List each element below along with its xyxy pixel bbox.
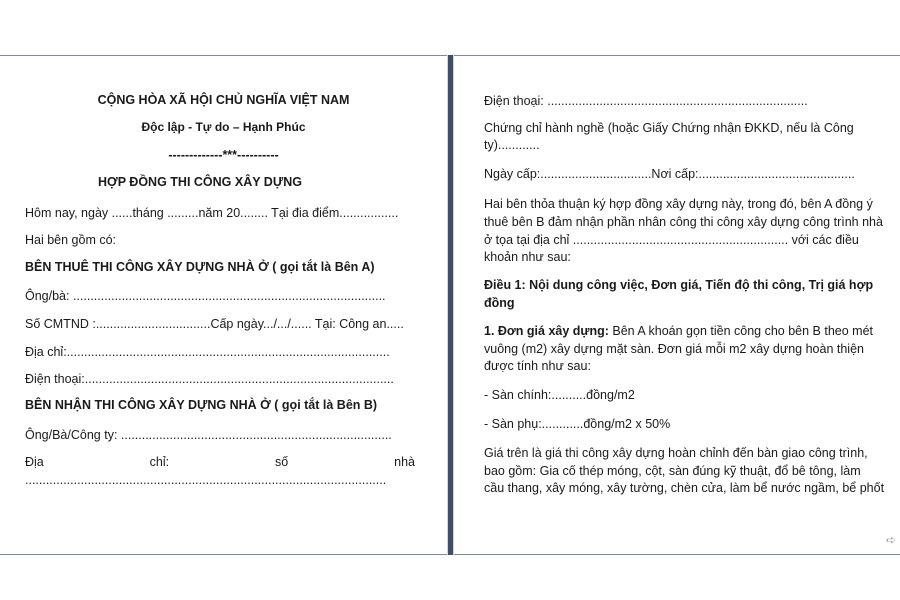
- heading-separator: -------------***----------: [168, 148, 279, 162]
- price-label: 1. Đơn giá xây dựng:: [484, 324, 609, 338]
- note-line: cầu thang, xây móng, xây tường, chèn cửa, làm bể nước ngầm, bể phốt: [484, 481, 885, 495]
- party-a-heading: BÊN THUÊ THI CÔNG XÂY DỰNG NHÀ Ở ( gọi tắt là Bên A): [25, 260, 375, 274]
- country-heading: CỘNG HÒA XÃ HỘI CHỦ NGHĨA VIỆT NAM: [97, 93, 350, 107]
- parties-line: Hai bên gồm có:: [25, 233, 117, 247]
- address-word: nhà: [394, 455, 415, 469]
- address-word: Địa: [25, 455, 44, 469]
- article1-heading: đồng: [484, 296, 515, 310]
- intro-line: Hôm nay, ngày ......tháng .........năm 20........ Tại đia điểm.................: [25, 206, 399, 220]
- agreement-line: khoản như sau:: [484, 250, 571, 264]
- price-line: được tính như sau:: [484, 359, 591, 373]
- license-line: Chứng chỉ hành nghề (hoặc Giấy Chứng nhận ĐKKD, nếu là Công: [484, 121, 854, 135]
- motto-heading: Độc lập - Tự do – Hạnh Phúc: [141, 120, 306, 134]
- party-b-address-dots: ........................................................................................................: [25, 473, 387, 487]
- note-line: bao gồm: Gia cố thép móng, cột, sàn đúng kỹ thuật, đổ bê tông, làm: [484, 464, 861, 478]
- left-page: [0, 56, 447, 554]
- agreement-line: ở tọa tại địa chỉ .............................................................. với các điều: [484, 233, 859, 247]
- scroll-arrow-icon[interactable]: ➪: [885, 533, 897, 547]
- party-b-address: [25, 454, 415, 470]
- phone-line: Điện thoại: ...........................................................................: [484, 94, 808, 108]
- article1-heading: Điều 1: Nội dung công việc, Đơn giá, Tiến độ thi công, Trị giá hợp: [484, 278, 874, 292]
- party-a-id: Số CMTND :.................................Cấp ngày.../.../...... Tại: Công an.....: [25, 317, 404, 331]
- price-text: Bên A khoán gọn tiền công cho bên B theo mét: [608, 324, 873, 338]
- note-line: Giá trên là giá thi công xây dựng hoàn chỉnh đến bàn giao công trình,: [484, 446, 868, 460]
- sub-floor-price: - Sàn phụ:............đồng/m2 x 50%: [484, 417, 671, 431]
- address-word: số: [275, 455, 289, 469]
- contract-title: HỢP ĐỒNG THI CÔNG XÂY DỰNG: [98, 175, 302, 189]
- party-a-name: Ông/bà: ..........................................................................................: [25, 289, 386, 303]
- price-line: [484, 323, 873, 339]
- price-line: vuông (m2) xây dựng mặt sàn. Đơn giá mỗi m2 xây dựng hoàn thiện: [484, 342, 864, 356]
- page-divider: [447, 55, 454, 555]
- agreement-line: thuê bên B đảm nhận phần nhân công thi công xây dựng công trình nhà: [484, 215, 883, 229]
- issue-line: Ngày cấp:................................Nơi cấp:.............................................: [484, 167, 855, 181]
- main-floor-price: - Sàn chính:..........đồng/m2: [484, 388, 635, 402]
- address-word: chỉ:: [149, 455, 170, 469]
- party-b-name: Ông/Bà/Công ty: ..............................................................................: [25, 428, 392, 442]
- party-a-phone: Điện thoại:.........................................................................................: [25, 372, 394, 386]
- party-a-address: Địa chỉ:.............................................................................................: [25, 345, 390, 359]
- agreement-line: Hai bên thỏa thuận ký hợp đồng xây dựng này, trong đó, bên A đồng ý: [484, 197, 873, 211]
- right-page: [454, 56, 900, 554]
- license-line: ty)............: [484, 138, 540, 152]
- party-b-heading: BÊN NHẬN THI CÔNG XÂY DỰNG NHÀ Ở ( gọi tắt là Bên B): [25, 398, 378, 412]
